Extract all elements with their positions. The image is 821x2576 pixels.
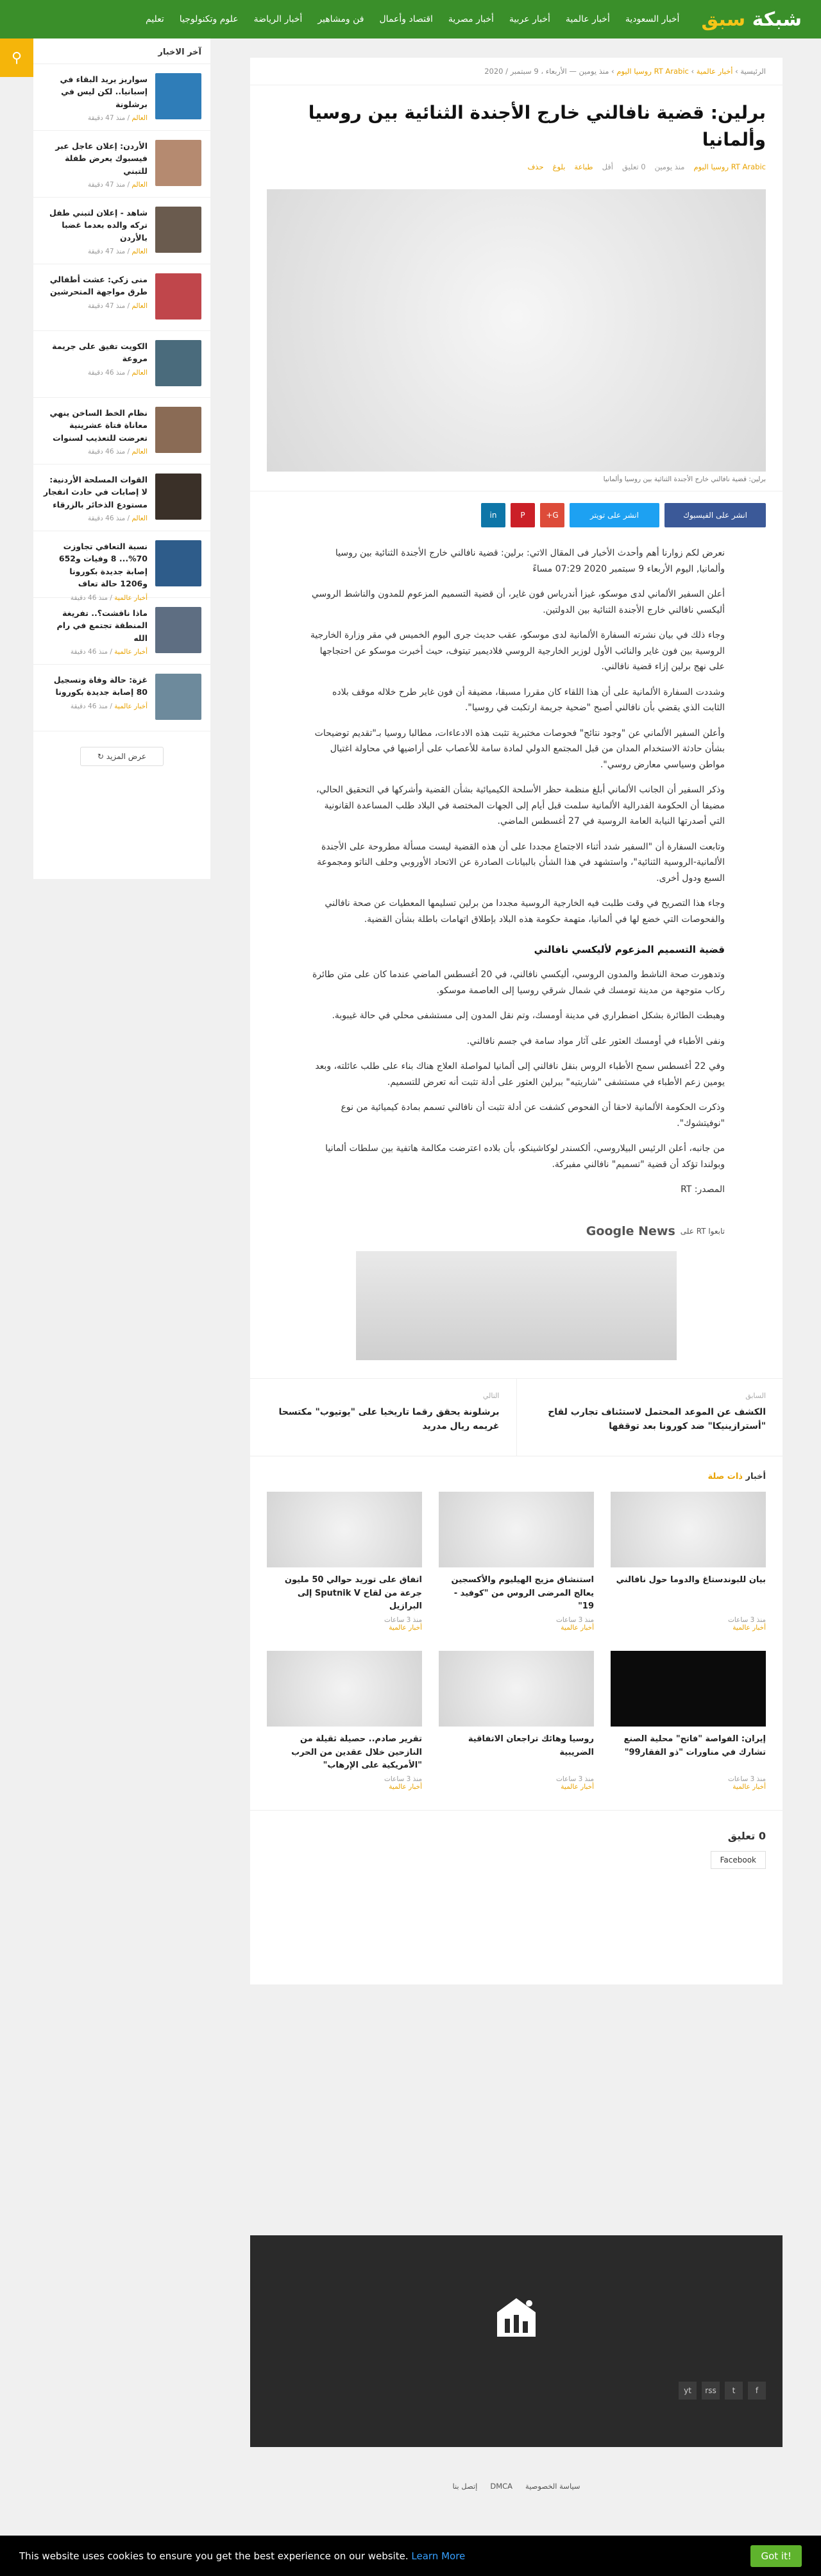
sidebar-news-meta: العالم / منذ 47 دقيقة (88, 248, 148, 256)
sidebar-news-title[interactable]: شاهد - إعلان لتبني طفل تركه والده بعدما غضبا بالأردن (49, 208, 148, 243)
related-thumbnail[interactable] (439, 1492, 594, 1567)
google-news-logo[interactable]: Google News (586, 1224, 675, 1238)
meta-read: أقل (602, 162, 613, 171)
article-paragraph: وفي 22 أغسطس سمح الأطباء الروس بنقل نافالني إلى ألمانيا لمواصلة العلاج هناك بناء على طلب عائلته، وبعد يومين زعم الأطباء في مستشفى "شاريتيه" ببرلين العثور على أدلة تثبت أنه تعرض للتسميم. (315, 1061, 725, 1088)
related-time: منذ 3 ساعات (384, 1616, 422, 1624)
sidebar-heading: آخر الاخبار (33, 38, 210, 64)
related-title[interactable]: استنشاق مزيج الهيليوم والأكسجين يعالج المرضى الروس من "كوفيد - 19" (451, 1574, 594, 1612)
footer-logo-icon (491, 2293, 542, 2344)
footer-link-0[interactable]: سياسة الخصوصية (525, 2482, 580, 2491)
gnews-label: تابعوا RT على (680, 1226, 725, 1236)
next-article-link[interactable] (250, 1379, 517, 1456)
sidebar-news-time: منذ 46 دقيقة (88, 448, 126, 456)
meta-close[interactable]: حذف (527, 162, 544, 171)
sidebar-news-meta: العالم / منذ 46 دقيقة (88, 448, 148, 456)
sidebar-news-item[interactable] (33, 398, 210, 465)
breadcrumb-source[interactable]: RT Arabic روسيا اليوم (616, 67, 689, 76)
related-meta (611, 1616, 766, 1632)
sidebar-thumbnail[interactable] (155, 207, 201, 253)
sidebar-news-meta: العالم / منذ 47 دقيقة (88, 114, 148, 123)
nav-item-4[interactable]: اقتصاد وأعمال (379, 14, 433, 24)
nav-item-2[interactable]: أخبار عربية (509, 14, 550, 24)
sidebar-news-time: منذ 47 دقيقة (88, 114, 126, 123)
sidebar-news-category[interactable]: العالم (131, 181, 148, 189)
article-paragraph: وأعلن السفير الألماني عن "وجود نتائج" فحوصات مختبرية تثبت هذه الادعاءات، مطالبا روسيا بـ"تقديم توضيحات بشأن حادثة الاستخدام المدان من قبل المجتمع الدولي لمادة سامة للأعصاب على أراضيها في محاولة اغتيال مواطن وسياسي معارض روسي". (314, 728, 725, 770)
sidebar-text (42, 674, 148, 710)
footer-social-yt-icon[interactable]: yt (679, 2382, 697, 2400)
related-category[interactable]: أخبار عالمية (732, 1782, 766, 1791)
article-paragraph: ونفى الأطباء في أومسك العثور على آثار مواد سامة في جسم نافالني. (466, 1036, 725, 1046)
meta-source[interactable]: RT Arabic روسيا اليوم (693, 162, 766, 171)
site-logo[interactable]: شبكة سبق (701, 8, 802, 31)
sidebar-text (42, 473, 148, 522)
sidebar-news-time: منذ 46 دقيقة (88, 515, 126, 523)
comments-heading: 0 تعليق (727, 1829, 766, 1842)
top-navbar (0, 0, 821, 38)
sidebar-news-category[interactable]: أخبار عالمية (114, 648, 148, 656)
related-news-card[interactable] (267, 1492, 422, 1632)
nav-item-3[interactable]: أخبار مصرية (448, 14, 494, 24)
meta-share[interactable]: بلوغ (552, 162, 566, 171)
footer-social-rss-icon[interactable]: rss (702, 2382, 720, 2400)
related-category[interactable]: أخبار عالمية (389, 1782, 422, 1791)
related-news-card[interactable] (611, 1651, 766, 1791)
related-heading: أخبار ذات صلة (707, 1471, 766, 1481)
next-label: التالي (482, 1391, 500, 1400)
related-news-card[interactable] (611, 1492, 766, 1632)
related-thumbnail[interactable] (439, 1651, 594, 1727)
cookie-learn-more-link[interactable]: Learn More (411, 2550, 466, 2562)
related-title[interactable]: روسيا وهائك تراجعان الاتفاقية الضريبية (468, 1734, 594, 1757)
sidebar-news-time: منذ 46 دقيقة (70, 648, 108, 656)
footer-links (250, 2482, 783, 2491)
sidebar-news-meta: العالم / منذ 47 دقيقة (88, 181, 148, 189)
sidebar-text (42, 73, 148, 122)
footer-social-f-icon[interactable]: f (748, 2382, 766, 2400)
sidebar-thumbnail[interactable] (155, 674, 201, 720)
related-time: منذ 3 ساعات (727, 1775, 766, 1783)
related-thumbnail[interactable] (267, 1492, 422, 1567)
sidebar-news-time: منذ 46 دقيقة (70, 593, 108, 602)
breadcrumb: الرئيسية › أخبار عالمية › RT Arabic روسيا اليوم › منذ يومين — الأربعاء ، 9 سبتمبر / 2020 (250, 58, 783, 85)
sidebar-news-time: منذ 47 دقيقة (88, 302, 126, 310)
sidebar-news-item[interactable] (33, 465, 210, 531)
sidebar-news-meta: أخبار عالمية / منذ 46 دقيقة (70, 702, 148, 710)
sidebar-thumbnail[interactable] (155, 273, 201, 320)
breadcrumb-home[interactable]: الرئيسية (740, 67, 766, 76)
sidebar-news-item[interactable] (33, 331, 210, 398)
sidebar-news-meta: أخبار عالمية / منذ 46 دقيقة (70, 593, 148, 602)
article-body (250, 539, 783, 1220)
share-google-button[interactable]: G+ (540, 503, 564, 527)
nav-item-5[interactable]: فن ومشاهير (317, 14, 364, 24)
article-paragraph: وذكرت الحكومة الألمانية لاحقا أن الفحوص كشفت عن أدلة تثبت أن نافالني تسمم بمادة كيميائية من نوع "نوفيتشوك". (341, 1102, 725, 1129)
sidebar-news-category[interactable]: أخبار عالمية (114, 593, 148, 602)
sidebar-news-category[interactable]: العالم (131, 302, 148, 310)
sidebar-news-item[interactable] (33, 264, 210, 331)
sidebar-news-time: منذ 47 دقيقة (88, 181, 126, 189)
sidebar-news-title[interactable]: ماذا ناقشت؟.. تفريغة المنطقة تجتمع في رام الله (56, 608, 148, 643)
search-icon[interactable]: ⚲ (0, 38, 33, 77)
related-meta (267, 1775, 422, 1791)
sidebar-news-category[interactable]: العالم (131, 248, 148, 256)
article-paragraph: من جانبه، أعلن الرئيس البيلاروسي، ألكسندر لوكاشينكو، بأن بلاده اعترضت مكالمة هاتفية بين سلطات ألمانيا وبولندا تؤكد أن قضية "تسميم" نافالني مفبركة. (325, 1143, 725, 1170)
sidebar-news-title[interactable]: منى زكي: عشت أطفالي طرق مواجهة المتحرشين (49, 275, 148, 297)
related-time: منذ 3 ساعات (555, 1616, 594, 1624)
sidebar-thumbnail[interactable] (155, 407, 201, 453)
sidebar-news-title[interactable]: القوات المسلحة الأردنية: لا إصابات في حادث انفجار مستودع الذخائر بالزرقاء (43, 475, 148, 509)
related-news-card[interactable] (267, 1651, 422, 1791)
facebook-comments-tab[interactable]: Facebook (711, 1851, 766, 1869)
share-bar (250, 491, 783, 539)
article-paragraph: وهبطت الطائرة بشكل اضطراري في مدينة أومسك، وتم نقل المدون إلى مستشفى محلي في حالة غيبوبة. (332, 1011, 725, 1021)
related-time: منذ 3 ساعات (384, 1775, 422, 1783)
article-title: برلين: قضية نافالني خارج الأجندة الثنائية بين روسيا وألمانيا (308, 102, 766, 150)
sidebar-news-item[interactable] (33, 598, 210, 665)
sidebar-news-meta: العالم / منذ 46 دقيقة (88, 515, 148, 523)
prev-label: السابق (745, 1391, 766, 1400)
article-paragraph: المصدر: RT (681, 1184, 725, 1195)
related-meta (439, 1775, 594, 1791)
cookie-text: This website uses cookies to ensure you get the best experience on our website. Learn More (19, 2550, 466, 2562)
related-meta (611, 1775, 766, 1791)
sidebar-news-category[interactable]: العالم (131, 448, 148, 456)
related-news-card[interactable] (439, 1492, 594, 1632)
prev-next-nav (250, 1378, 783, 1456)
cookie-banner (0, 2536, 821, 2576)
google-news-follow[interactable] (250, 1220, 783, 1242)
sidebar-news-time: منذ 46 دقيقة (70, 702, 108, 710)
article-paragraph: وتابعت السفارة أن "السفير شدد أثناء الاجتماع مجددا على أن هذه القضية ليست مسألة مطروحة على الأجندة الألمانية-الروسية الثنائية"، واستشهد في هذا الشأن بالبيانات الصادرة عن الاتحاد الأوروبي وحلف الناتو ومجموعة السبع ودول أخرى. (317, 841, 725, 883)
related-title[interactable]: بيان للبوندستاغ والدوما حول نافالني (616, 1574, 766, 1585)
sidebar-news-time: منذ 47 دقيقة (88, 248, 126, 256)
nav-item-0[interactable]: أخبار السعودية (625, 14, 680, 24)
related-news (250, 1456, 783, 1797)
sidebar-text (42, 540, 148, 602)
sidebar-thumbnail[interactable] (155, 73, 201, 119)
nav-item-7[interactable]: علوم وتكنولوجيا (179, 14, 239, 24)
related-news-card[interactable] (439, 1651, 594, 1791)
related-meta (439, 1616, 594, 1632)
article-paragraph: وذكر السفير أن الجانب الألماني أبلغ منظمة حظر الأسلحة الكيميائية بشأن القضية وأشركها في التحقيق الحالي، مضيفا أن الحكومة الفدرالية الألمانية سلمت قبل أيام إلى الجهات المختصة في البلاد طلب المساعدة القانونية التي أصدرتها النيابة العامة الروسية في 27 أغسطس الماضي. (316, 785, 725, 826)
sidebar-thumbnail[interactable] (155, 540, 201, 586)
footer (250, 2235, 783, 2447)
next-title: برشلونة يحقق رقما تاريخيا على "يوتيوب" مكتسحا غريمه ريال مدريد (278, 1406, 500, 1432)
meta-print[interactable]: طباعة (574, 162, 593, 171)
nav-item-6[interactable]: أخبار الرياضة (253, 14, 303, 24)
related-category[interactable]: أخبار عالمية (561, 1782, 594, 1791)
sidebar-text (42, 273, 148, 310)
related-meta (267, 1616, 422, 1632)
sidebar-news-item[interactable] (33, 64, 210, 131)
sidebar-news-item[interactable] (33, 131, 210, 198)
sidebar-news-category[interactable]: العالم (131, 368, 148, 377)
share-linkedin-button[interactable]: in (481, 503, 505, 527)
sidebar-news-category[interactable]: أخبار عالمية (114, 702, 148, 710)
prev-title: الكشف عن الموعد المحتمل لاستئناف تجارب لقاح "أسترازينيكا" ضد كورونا بعد توقفها (548, 1406, 766, 1432)
share-facebook-button[interactable]: انشر على الفيسبوك (664, 503, 766, 527)
comments-section (250, 1810, 783, 1888)
sidebar-text (42, 607, 148, 656)
sidebar-thumbnail[interactable] (155, 473, 201, 520)
sidebar-news-category[interactable]: العالم (131, 515, 148, 523)
article-paragraph: نعرض لكم زوارنا أهم وأحدث الأخبار فى المقال الاتي: برلين: قضية نافالني خارج الأجندة الثنائية بين روسيا وألمانيا, اليوم الأربعاء 9 سبتمبر 2020 07:29 مساءً (335, 548, 725, 574)
related-thumbnail[interactable] (611, 1651, 766, 1727)
sidebar-text (42, 140, 148, 189)
meta-date: منذ يومين (654, 162, 685, 171)
article-subheading: قضية التسميم المزعوم لأليكسي نافالني (534, 944, 725, 955)
sidebar-text (42, 340, 148, 377)
footer-social (679, 2382, 766, 2400)
ad-banner[interactable] (356, 1251, 677, 1360)
related-title[interactable]: إيران: الفواصة "فاتح" محلية الصنع تشارك في مناورات "ذو الفقار99" (623, 1734, 766, 1757)
sidebar-news-title[interactable]: سواريز يريد البقاء في إسبانيا.. لكن ليس في برشلونة (60, 74, 148, 109)
sidebar-thumbnail[interactable] (155, 140, 201, 186)
article-paragraph: وجاء هذا التصريح في وقت طلبت فيه الخارجية الروسية مجددا من برلين تسليمها المعطيات عن صحة نافالني والفحوصات التي خضع لها في ألمانيا، متهمة حكومة هذه البلاد بإطلاق اتهامات باطلة بشأن القضية. (325, 898, 725, 925)
related-category[interactable]: أخبار عالمية (561, 1623, 594, 1632)
related-title[interactable]: اتفاق على توريد حوالي 50 مليون جرعة من لقاح Sputnik V إلى البرازيل (284, 1574, 422, 1612)
related-time: منذ 3 ساعات (727, 1616, 766, 1624)
latest-news-sidebar (33, 38, 210, 879)
related-category[interactable]: أخبار عالمية (732, 1623, 766, 1632)
share-twitter-button[interactable]: انشر على تويتر (570, 503, 659, 527)
article-paragraph: وشددت السفارة الألمانية على أن هذا اللقاء كان مقررا مسبقا، مضيفة أن فون غاير طرح خلاله موقف بلاده الثابت الذي يقضي بأن نافالني أصبح "ضحية جريمة ارتكبت في روسيا". (332, 687, 725, 713)
related-title[interactable]: تقرير صادم.. حصيلة ثقيلة من النازحين خلال عقدين من الحرب "الأمريكية على الإرهاب" (291, 1734, 422, 1771)
nav-item-1[interactable]: أخبار عالمية (565, 14, 610, 24)
article-paragraph: وتدهورت صحة الناشط والمدون الروسي، أليكسي نافالني، في 20 أغسطس الماضي عندما كان على متن طائرة ركاب متوجهة من مدينة تومسك في شمال شرقي روسيا إلى العاصمة موسكو. (312, 969, 725, 996)
article-paragraph: وجاء ذلك في بيان نشرته السفارة الألمانية لدى موسكو، عقب حديث جرى اليوم الخميس في مقر وزارة الخارجية الروسية بين فون غاير والنائب الأول لوزير الخارجية الروسي فلاديمير تيتوف، حيث أخبرت موسكو عن احتجاجها على نهج برلين إزاء قضية نافالني. (310, 630, 725, 672)
sidebar-news-item[interactable] (33, 531, 210, 602)
sidebar-news-title[interactable]: الأردن: إعلان عاجل عبر فيسبوك يعرض طفلة للتبني (55, 141, 148, 176)
prev-article-link[interactable] (517, 1379, 783, 1456)
hero-caption: برلين: قضية نافالني خارج الأجندة الثنائية بين روسيا وألمانيا (250, 472, 783, 491)
article-container (250, 58, 783, 1984)
sidebar-news-title[interactable]: نسبة التعافي تجاوزت 70%... 8 وفيات و652 إصابة جديدة بكورونا و1206 حالة تعاف (58, 542, 148, 589)
nav-item-8[interactable]: تعليم (145, 14, 164, 24)
sidebar-text (42, 407, 148, 456)
article-meta (267, 162, 766, 171)
sidebar-text (42, 207, 148, 255)
sidebar-news-item[interactable] (33, 198, 210, 264)
footer-link-1[interactable]: DMCA (490, 2482, 513, 2491)
sidebar-news-item[interactable] (33, 665, 210, 731)
article-paragraph: أعلن السفير الألماني لدى موسكو، غيزا أندرياس فون غاير، أن قضية التسميم المزعوم للمدون والناشط الروسي أليكسي نافالني خارج الأجندة الثنائية بين الدولتين. (311, 589, 725, 615)
sidebar-news-meta: العالم / منذ 46 دقيقة (88, 368, 148, 377)
sidebar-news-category[interactable]: العالم (131, 114, 148, 123)
sidebar-news-title[interactable]: نظام الخط الساخن ينهي معاناة فتاة عشرينية تعرضت للتعذيب لسنوات (49, 408, 148, 443)
article-hero-image (267, 189, 766, 472)
meta-comments[interactable]: 0 تعليق (622, 162, 646, 171)
cookie-accept-button[interactable]: Got it! (750, 2545, 802, 2567)
main-nav (138, 0, 687, 38)
share-pinterest-button[interactable]: P (511, 503, 535, 527)
footer-social-t-icon[interactable]: t (725, 2382, 743, 2400)
related-time: منذ 3 ساعات (555, 1775, 594, 1783)
sidebar-thumbnail[interactable] (155, 607, 201, 653)
related-thumbnail[interactable] (611, 1492, 766, 1567)
sidebar-news-meta: أخبار عالمية / منذ 46 دقيقة (70, 648, 148, 656)
related-category[interactable]: أخبار عالمية (389, 1623, 422, 1632)
sidebar-news-time: منذ 46 دقيقة (88, 368, 126, 377)
load-more-button[interactable]: عرض المزيد ↻ (80, 747, 164, 766)
sidebar-news-title[interactable]: الكويت تفيق على جريمة مروعة (52, 341, 148, 364)
sidebar-list (33, 64, 210, 731)
sidebar-news-title[interactable]: غزة: حالة وفاة وتسجيل 80 إصابة جديدة بكورونا (53, 675, 148, 697)
related-thumbnail[interactable] (267, 1651, 422, 1727)
sidebar-news-meta: العالم / منذ 47 دقيقة (88, 302, 148, 310)
breadcrumb-category[interactable]: أخبار عالمية (696, 67, 733, 76)
breadcrumb-date: منذ يومين — الأربعاء ، 9 سبتمبر / 2020 (484, 67, 609, 76)
sidebar-thumbnail[interactable] (155, 340, 201, 386)
footer-link-2[interactable]: إتصل بنا (452, 2482, 478, 2491)
